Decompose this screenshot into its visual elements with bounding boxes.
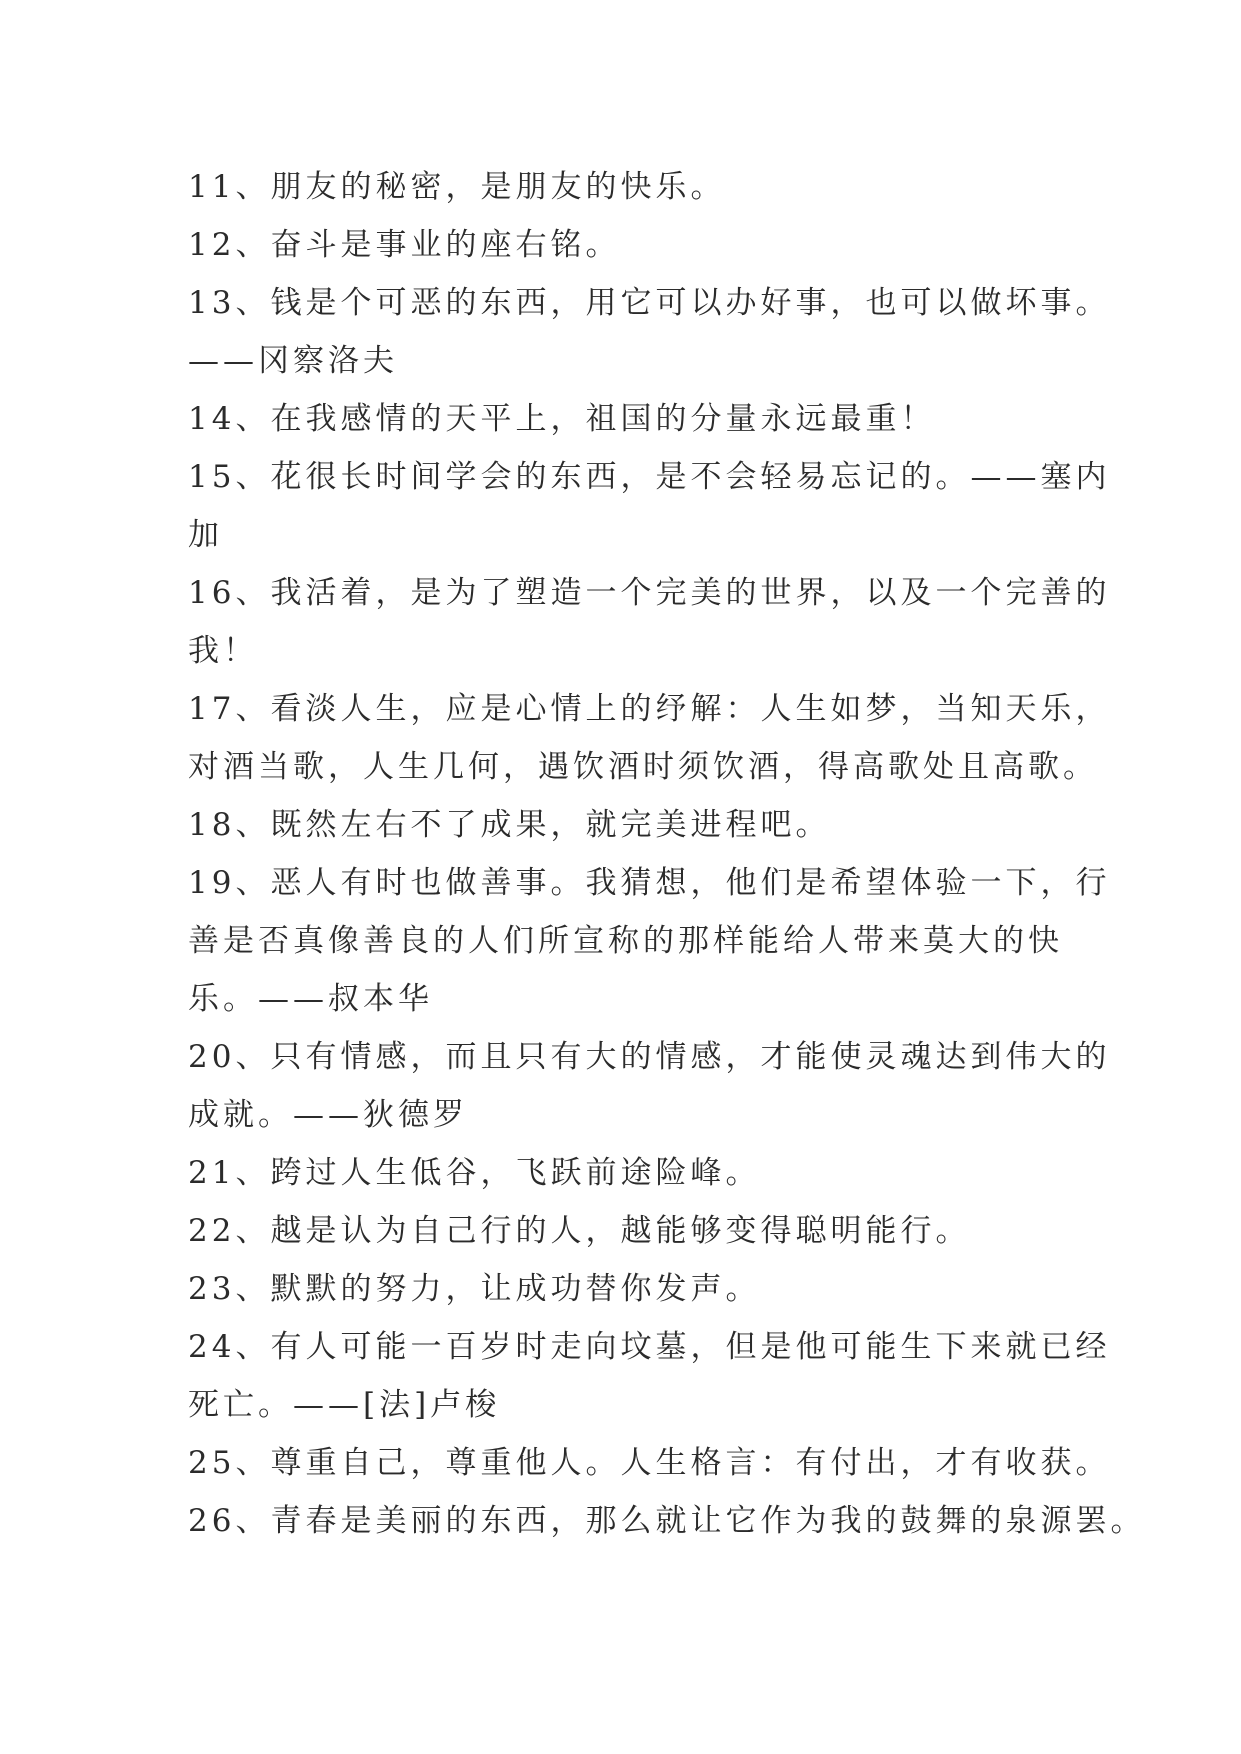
quote-list (188, 158, 1146, 1550)
text-line: 对酒当歌，人生几何，遇饮酒时须饮酒，得高歌处且高歌。 (188, 749, 1098, 785)
text-line: 死亡。——[法]卢梭 (188, 1387, 501, 1423)
text-line: 12、奋斗是事业的座右铭。 (188, 227, 621, 263)
text-line: 24、有人可能一百岁时走向坟墓，但是他可能生下来就已经 (188, 1329, 1111, 1365)
text-line: 19、恶人有时也做善事。我猜想，他们是希望体验一下，行 (188, 865, 1111, 901)
text-line: 加 (188, 517, 223, 553)
text-line: 13、钱是个可恶的东西，用它可以办好事，也可以做坏事。 (188, 285, 1111, 321)
text-line: 26、青春是美丽的东西，那么就让它作为我的鼓舞的泉源罢。 (188, 1503, 1146, 1539)
text-line: 17、看淡人生，应是心情上的纾解：人生如梦，当知天乐， (188, 691, 1111, 727)
text-line: 乐。——叔本华 (188, 981, 433, 1017)
text-line: 23、默默的努力，让成功替你发声。 (188, 1271, 761, 1307)
text-line: 善是否真像善良的人们所宣称的那样能给人带来莫大的快 (188, 923, 1063, 959)
text-line: 15、花很长时间学会的东西，是不会轻易忘记的。——塞内 (188, 459, 1111, 495)
text-line: 14、在我感情的天平上，祖国的分量永远最重！ (188, 401, 936, 437)
text-line: 11、朋友的秘密，是朋友的快乐。 (188, 169, 726, 205)
text-line: 25、尊重自己，尊重他人。人生格言：有付出，才有收获。 (188, 1445, 1111, 1481)
text-line: 16、我活着，是为了塑造一个完美的世界，以及一个完善的 (188, 575, 1111, 611)
text-line: 22、越是认为自己行的人，越能够变得聪明能行。 (188, 1213, 971, 1249)
text-line: 18、既然左右不了成果，就完美进程吧。 (188, 807, 831, 843)
text-line: 我！ (188, 633, 258, 669)
text-line: 20、只有情感，而且只有大的情感，才能使灵魂达到伟大的 (188, 1039, 1111, 1075)
text-line: 21、跨过人生低谷，飞跃前途险峰。 (188, 1155, 761, 1191)
text-line: 成就。——狄德罗 (188, 1097, 468, 1133)
text-line: ——冈察洛夫 (188, 343, 398, 379)
